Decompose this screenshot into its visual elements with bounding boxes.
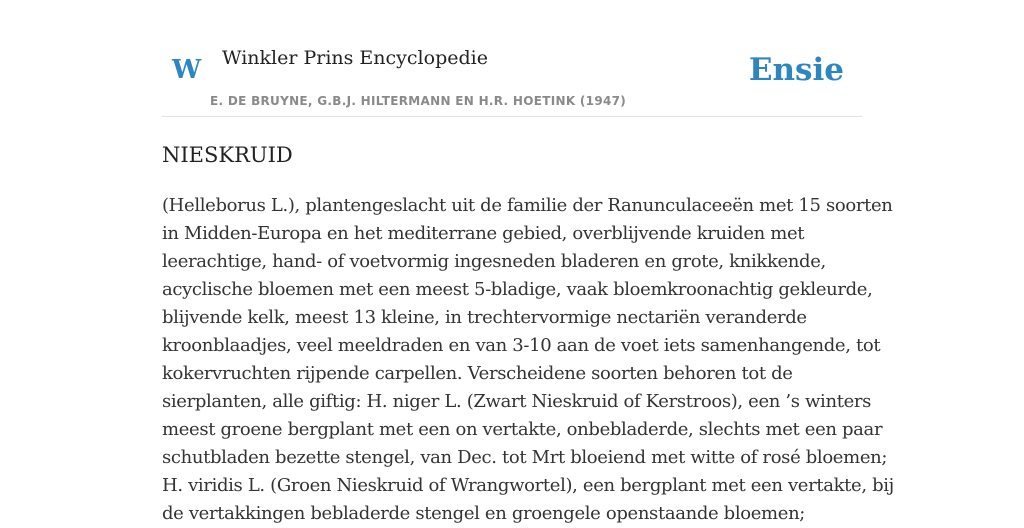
ensie-logo[interactable]: Ensie bbox=[748, 52, 844, 88]
entry-body bbox=[162, 192, 894, 528]
entry-title: NIESKRUID bbox=[162, 143, 293, 167]
body-line: sierplanten, alle giftig: H. niger L. (Zwart Nieskruid of Kerstroos), een ’s winters bbox=[162, 391, 872, 412]
body-line: schutbladen bezette stengel, van Dec. tot Mrt bloeiend met witte of rosé bloemen; bbox=[162, 447, 888, 468]
body-line: H. viridis L. (Groen Nieskruid of Wrangwortel), een bergplant met een vertakte, bij bbox=[162, 475, 894, 496]
body-line: leerachtige, hand- of voetvormig ingesneden bladeren en grote, knikkende, bbox=[162, 251, 826, 272]
body-line: kroonblaadjes, veel meeldraden en van 3-10 aan de voet iets samenhangende, tot bbox=[162, 335, 881, 356]
work-title[interactable]: Winkler Prins Encyclopedie bbox=[222, 47, 488, 69]
body-line: kokervruchten rijpende carpellen. Verscheidene soorten behoren tot de bbox=[162, 363, 793, 384]
authors-line: E. DE BRUYNE, G.B.J. HILTERMANN EN H.R. HOETINK (1947) bbox=[210, 94, 627, 108]
body-line: de vertakkingen bebladerde stengel en groengele openstaande bloemen; bbox=[162, 503, 806, 524]
body-line: meest groene bergplant met een on vertakte, onbebladerde, slechts met een paar bbox=[162, 419, 883, 440]
source-logo[interactable]: W bbox=[172, 55, 202, 85]
body-line: (Helleborus L.), plantengeslacht uit de familie der Ranunculaceeën met 15 soorten bbox=[162, 195, 893, 216]
body-line: blijvende kelk, meest 13 kleine, in trechtervormige nectariën veranderde bbox=[162, 307, 807, 328]
site-header bbox=[162, 0, 862, 117]
body-line: acyclische bloemen met een meest 5-bladige, vaak bloemkroonachtig gekleurde, bbox=[162, 279, 873, 300]
body-line: in Midden-Europa en het mediterrane gebied, overblijvende kruiden met bbox=[162, 223, 805, 244]
